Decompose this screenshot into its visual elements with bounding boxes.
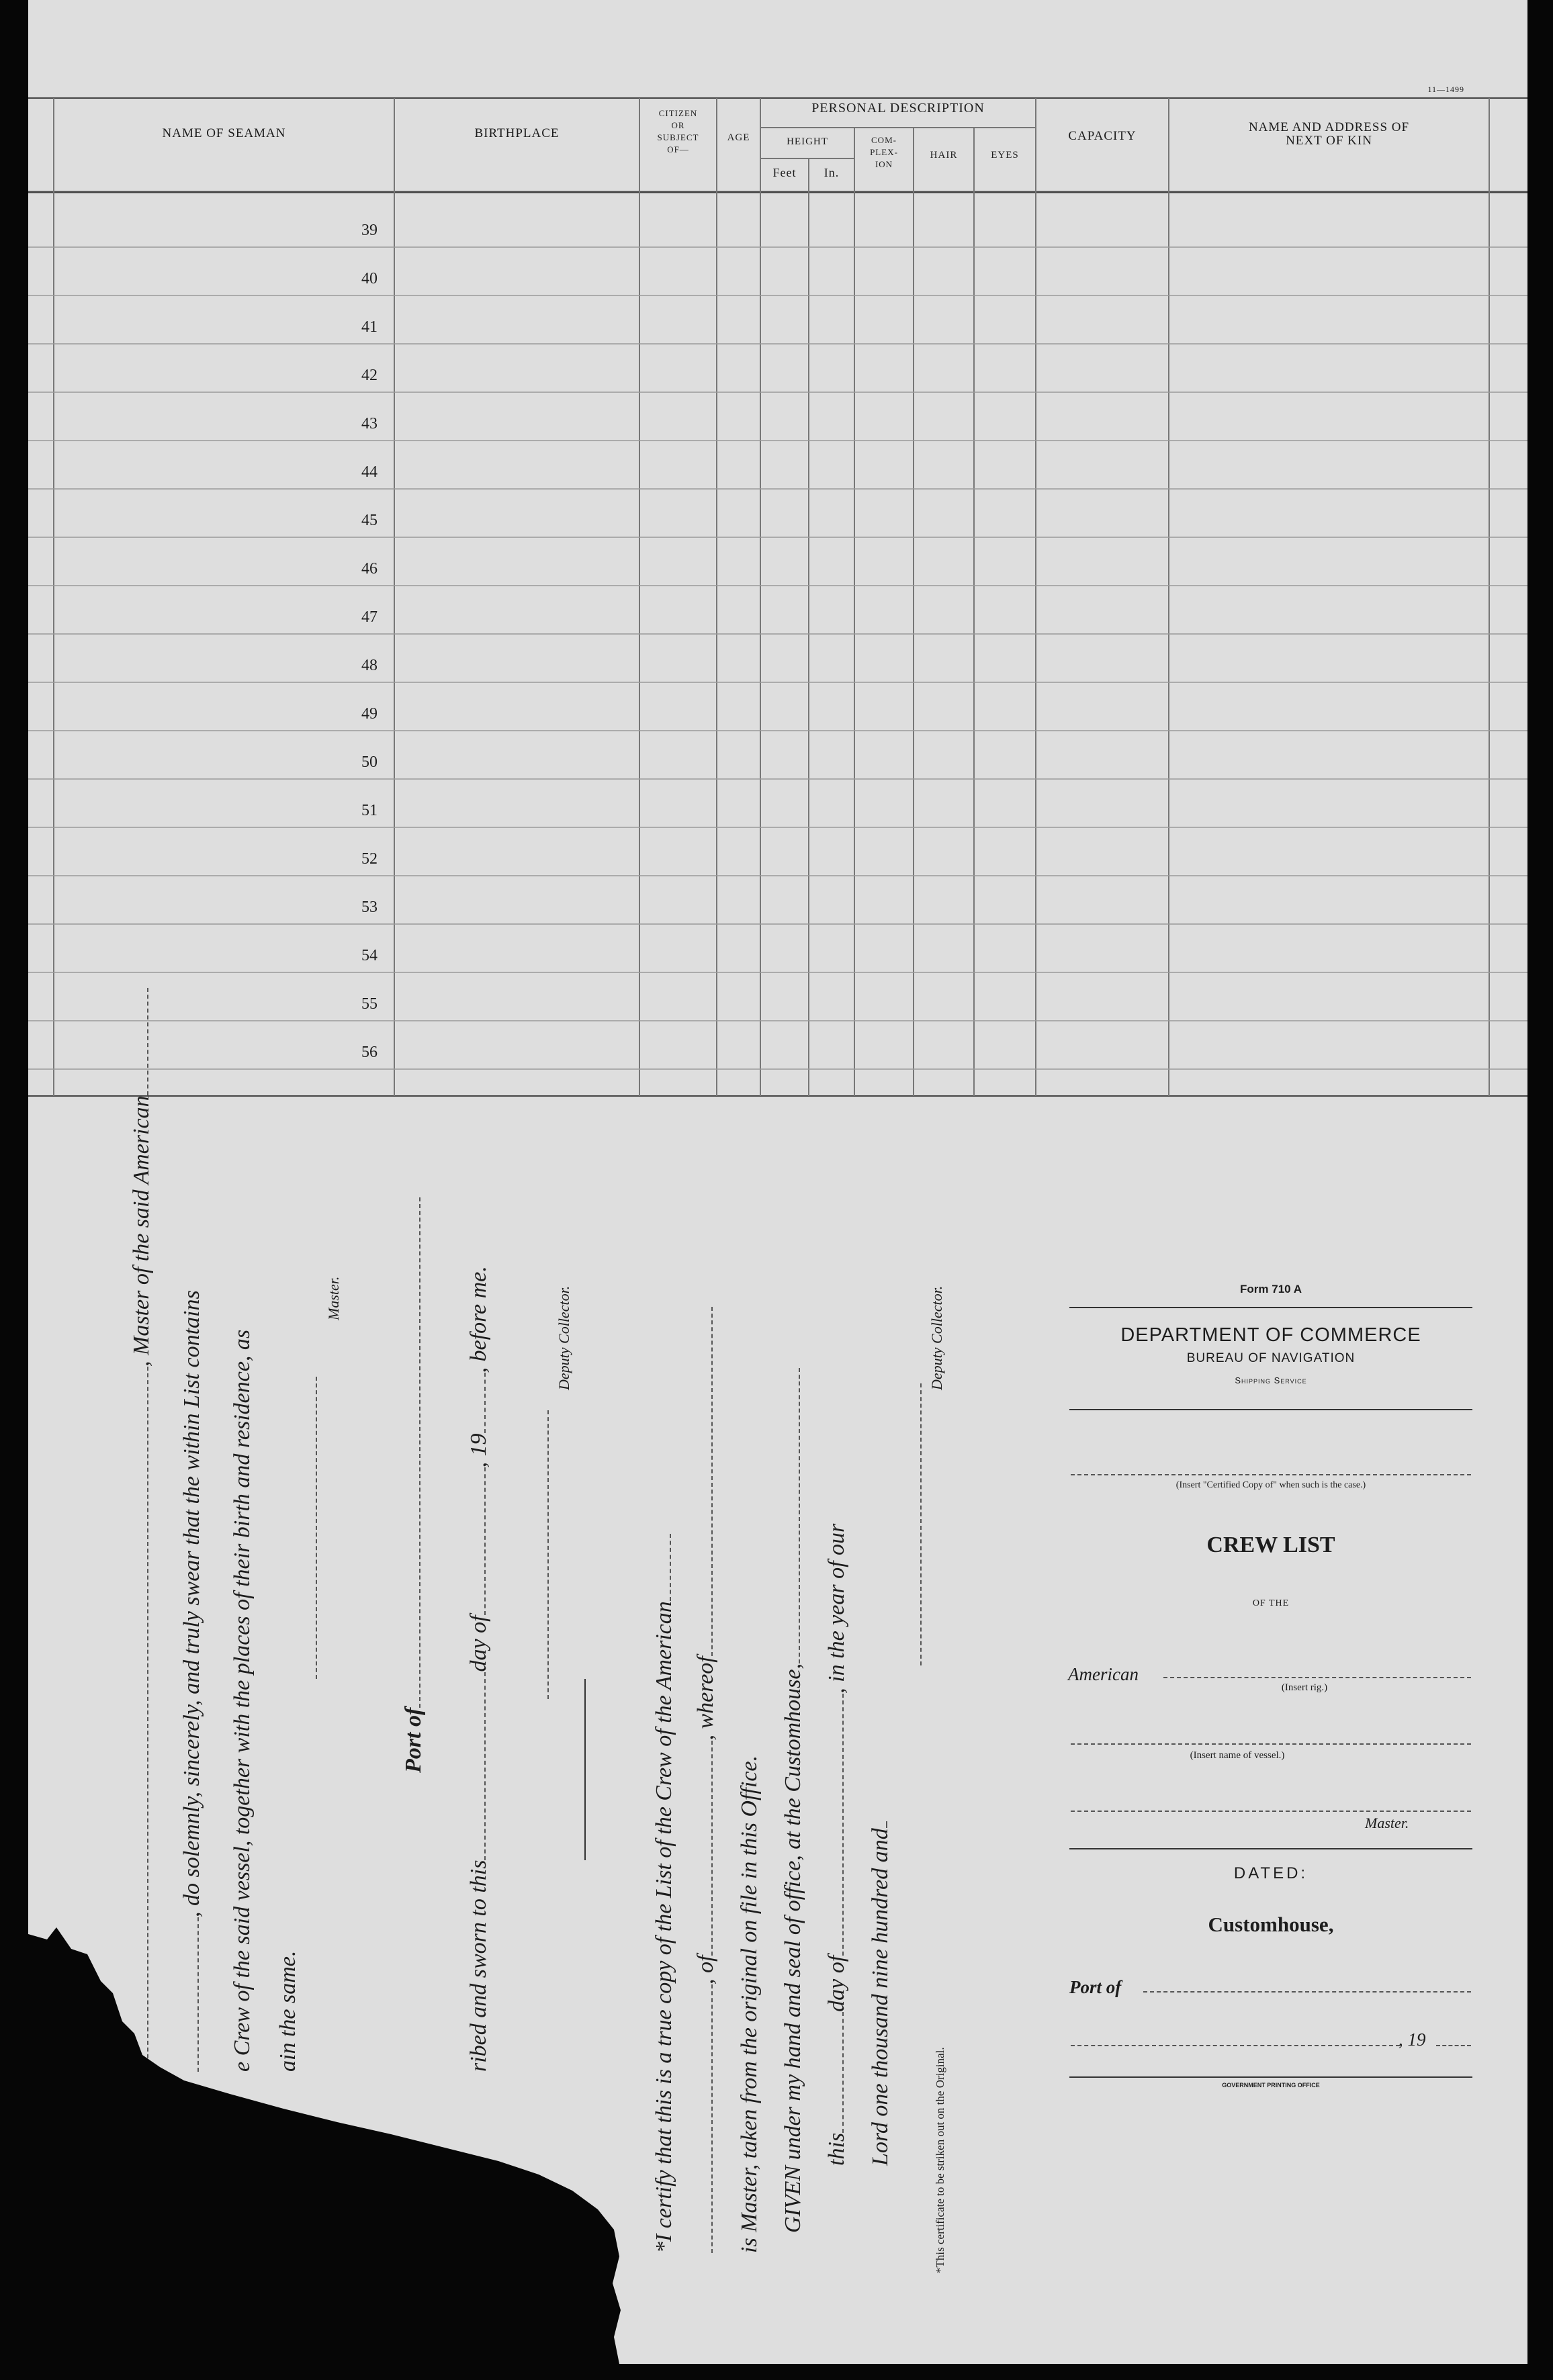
insert-copy-note: (Insert "Certified Copy of" when such is the case.) <box>1175 1480 1366 1490</box>
row-number: 48 <box>361 657 378 674</box>
row-number: 40 <box>361 270 378 287</box>
rule <box>1069 1848 1472 1849</box>
col-personal-description: PERSONAL DESCRIPTION <box>811 101 985 116</box>
row-number: 50 <box>361 753 378 771</box>
row-number: 46 <box>361 560 378 578</box>
row-number: 53 <box>361 899 378 916</box>
col-capacity: CAPACITY <box>1068 129 1137 143</box>
insert-rig-note: (Insert rig.) <box>1281 1682 1328 1693</box>
row-number: 55 <box>361 995 378 1013</box>
col-height-feet: Feet <box>772 166 797 179</box>
col-height: HEIGHT <box>787 136 828 147</box>
american-label: American <box>1068 1664 1139 1684</box>
year-line <box>1436 2045 1471 2046</box>
rule <box>1069 1409 1472 1410</box>
department-title: DEPARTMENT OF COMMERCE <box>1120 1324 1421 1346</box>
bureau-title: BUREAU OF NAVIGATION <box>1186 1351 1356 1365</box>
insert-name-note: (Insert name of vessel.) <box>1190 1750 1285 1761</box>
service-title: Shipping Service <box>1235 1375 1307 1385</box>
row-number: 47 <box>361 608 378 626</box>
torn-corner <box>28 0 700 2364</box>
port-line <box>1143 1991 1471 1993</box>
rule <box>1069 2076 1472 2078</box>
row-number: 45 <box>361 512 378 529</box>
row-number: 51 <box>361 802 378 819</box>
form-number: Form 710 A <box>1240 1283 1302 1295</box>
row-number: 54 <box>361 947 378 964</box>
crew-list-title: CREW LIST <box>1206 1532 1335 1557</box>
vessel-name-line <box>1071 1743 1471 1745</box>
row-number: 39 <box>361 222 378 239</box>
port-of-label: Port of <box>1069 1977 1122 1997</box>
certified-copy-line <box>1071 1474 1471 1475</box>
col-age: AGE <box>727 132 750 143</box>
row-number: 43 <box>361 415 378 432</box>
col-height-inches: In. <box>824 166 840 179</box>
row-number: 49 <box>361 705 378 723</box>
col-birthplace: BIRTHPLACE <box>474 126 560 140</box>
date-line <box>1071 2045 1400 2046</box>
master-label: Master. <box>1365 1815 1409 1831</box>
col-citizen: CITIZEN OR SUBJECT OF— <box>657 108 699 154</box>
col-eyes: EYES <box>991 150 1019 161</box>
row-number: 44 <box>361 463 378 481</box>
col-next-of-kin: NAME AND ADDRESS OF NEXT OF KIN <box>1248 120 1410 148</box>
customhouse-label: Customhouse, <box>1208 1913 1334 1936</box>
row-number: 41 <box>361 318 378 336</box>
form-page: 11—1499 NAME OF SEAMAN BIRTHPLACE CITIZEN OR SUBJECT OF— AGE PERSONAL DESCRIPTION HEIGHT Feet In. COM- PLEX- ION HAIR EYES CAPACITY NAME AND ADDRESS OF NEXT OF KIN 39 40 41 42 43 44 45 46 47 48 49 50 51 52 53 54 55 56 , Master of the said American , do solemnly, sincerely, and truly swear that the within List contains e Crew of the said vessel, together with the places of their birth and residence, as ain the same. Master. Port of ribed and sworn to thisday of, 19, before me. Deputy Collector. *I certify that this is a true copy of the List of the Crew of the American , of, whereof is Master, taken from the original on file in this Office. GIVEN under my hand and seal of office, at the Customhouse, thisday of, in the year of our Lord one thousand nine hundred and Deputy Collector. *This certificate to be striken out on the Original. Form 710 A DEPARTMENT OF COMMERCE BUREAU OF NAVIGATION Shipping Service (Insert "Certified Copy of" when such is the case.) CREW LIST OF THE American (Insert rig.) (Insert name of vessel.) Master. DATED: Customhouse, Port of , 19 GOVERNMENT PRINTING OFFICE <box>28 0 1527 2364</box>
col-hair: HAIR <box>930 150 958 161</box>
printer-imprint: GOVERNMENT PRINTING OFFICE <box>1222 2082 1320 2089</box>
row-number: 56 <box>361 1044 378 1061</box>
master-line <box>1071 1811 1471 1812</box>
col-name-of-seaman: NAME OF SEAMAN <box>162 126 286 140</box>
col-complexion: COM- PLEX- ION <box>870 135 898 169</box>
year-label: , 19 <box>1399 2029 1426 2050</box>
dated-label: DATED: <box>1233 1864 1308 1882</box>
rule <box>1069 1307 1472 1308</box>
form-code: 11—1499 <box>1427 85 1464 94</box>
of-the: OF THE <box>1252 1598 1290 1608</box>
rig-line <box>1163 1677 1471 1678</box>
row-number: 42 <box>361 367 378 384</box>
row-number: 52 <box>361 850 378 868</box>
